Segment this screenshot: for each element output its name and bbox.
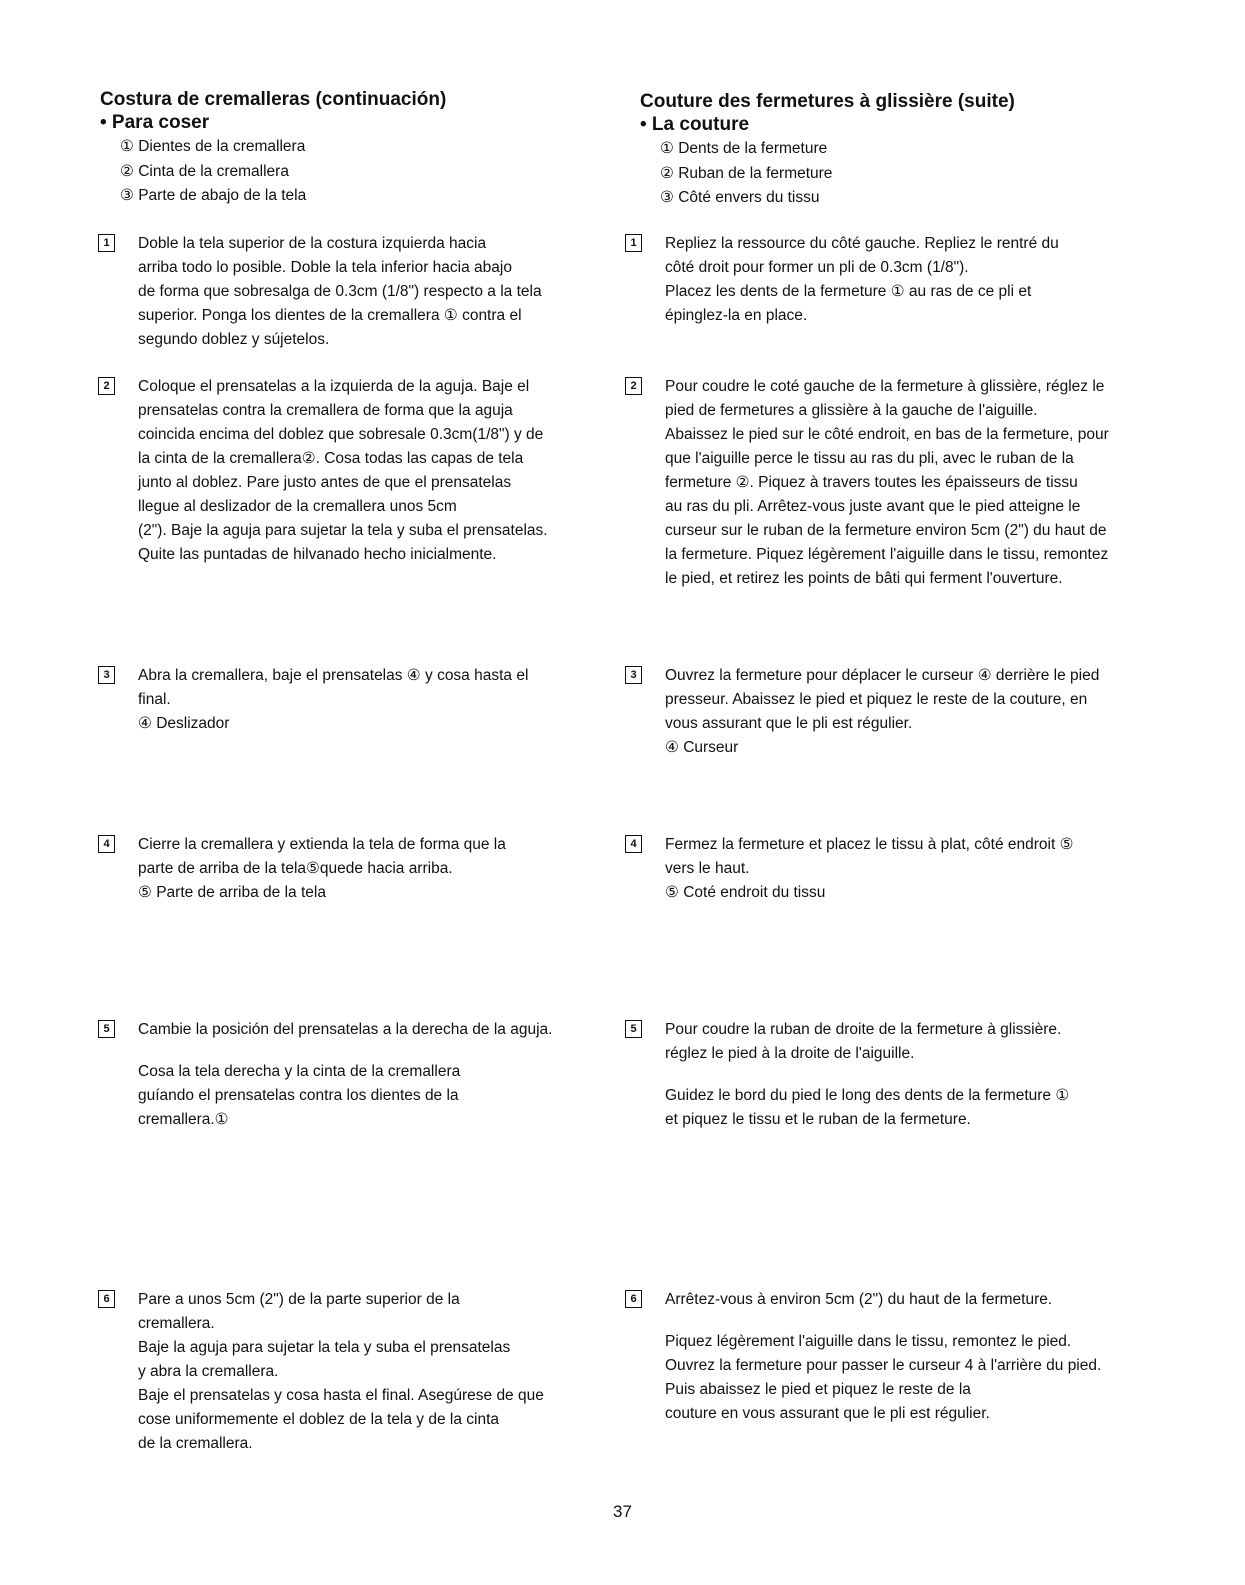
step-line: et piquez le tissu et le ruban de la fermeture. [665,1111,971,1128]
parts-list-es [100,135,306,209]
step-number: 3 [625,666,642,684]
step-es-2 [100,375,548,567]
step-line: ⑤ Coté endroit du tissu [665,884,826,901]
step-fr-6 [627,1288,1101,1426]
step-line: au ras du pli. Arrêtez-vous juste avant que le pied atteigne le [665,498,1081,515]
step-line: fermeture ②. Piquez à travers toutes les épaisseurs de tissu [665,474,1078,491]
step-line: Doble la tela superior de la costura izquierda hacia [138,235,487,252]
part-item: ② Cinta de la cremallera [120,162,289,180]
step-number: 2 [98,377,115,395]
step-line: ⑤ Parte de arriba de la tela [138,884,326,901]
step-line: Puis abaissez le pied et piquez le reste de la [665,1381,971,1398]
step-line: ④ Deslizador [138,715,230,732]
step-line: junto al doblez. Pare justo antes de que el prensatelas [138,474,512,491]
step-fr-3 [627,664,1099,760]
step-line: Arrêtez-vous à environ 5cm (2") du haut de la fermeture. [665,1291,1053,1308]
step-es-6 [100,1288,544,1456]
step-number: 4 [625,835,642,853]
step-line: Abaissez le pied sur le côté endroit, en bas de la fermeture, pour [665,426,1109,443]
step-line: la cinta de la cremallera②. Cosa todas las capas de tela [138,450,524,467]
step-number: 3 [98,666,115,684]
page-number: 37 [613,1502,632,1521]
step-line: (2"). Baje la aguja para sujetar la tela y suba el prensatelas. [138,522,548,539]
step-line: Pour coudre la ruban de droite de la fermeture à glissière. [665,1021,1062,1038]
step-line: couture en vous assurant que le pli est régulier. [665,1405,990,1422]
step-line: prensatelas contra la cremallera de forma que la aguja [138,402,513,419]
step-line: cose uniformemente el doblez de la tela y de la cinta [138,1411,500,1428]
step-line: Cierre la cremallera y extienda la tela de forma que la [138,836,506,853]
part-item: ① Dents de la fermeture [660,140,828,157]
part-item: ② Ruban de la fermeture [660,164,833,182]
step-line: de forma que sobresalga de 0.3cm (1/8") respecto a la tela [138,283,542,300]
step-line: superior. Ponga los dientes de la cremallera ① contra el [138,307,522,324]
part-item: ③ Côté envers du tissu [660,189,820,206]
step-line: vers le haut. [665,860,750,877]
step-es-1 [100,232,542,352]
step-line: Baje el prensatelas y cosa hasta el final. Asegúrese de que [138,1387,544,1404]
step-number: 5 [98,1020,115,1038]
step-line: Abra la cremallera, baje el prensatelas ④ y cosa hasta el [138,667,529,684]
step-fr-5 [627,1018,1069,1132]
step-line: arriba todo lo posible. Doble la tela inferior hacia abajo [138,259,512,276]
step-line: pied de fermetures a glissière à la gauche de l'aiguille. [665,402,1038,419]
subtitle-es: • Para coser [100,112,210,133]
step-line: Fermez la fermeture et placez le tissu à plat, côté endroit ⑤ [665,836,1074,853]
step-line: coincida encima del doblez que sobresale 0.3cm(1/8") y de [138,426,544,443]
step-line: cremallera. [138,1315,215,1332]
step-line: réglez le pied à la droite de l'aiguille. [665,1045,915,1062]
step-line: Pour coudre le coté gauche de la fermeture à glissière, réglez le [665,378,1105,395]
step-line: Repliez la ressource du côté gauche. Repliez le rentré du [665,235,1059,252]
step-es-5 [100,1018,552,1132]
step-fr-1 [627,232,1059,328]
part-item: ① Dientes de la cremallera [120,138,306,155]
step-line: segundo doblez y sújetelos. [138,331,330,348]
step-number: 2 [625,377,642,395]
step-line: Guidez le bord du pied le long des dents de la fermeture ① [665,1087,1070,1104]
step-line: parte de arriba de la tela⑤quede hacia arriba. [138,860,453,877]
step-line: le pied, et retirez les points de bâti qui ferment l'ouverture. [665,570,1063,587]
section-title-fr: Couture des fermetures à glissière (suite) [640,91,1015,112]
step-line: Coloque el prensatelas a la izquierda de la aguja. Baje el [138,378,530,395]
step-line: ④ Curseur [665,739,739,756]
step-line: curseur sur le ruban de la fermeture environ 5cm (2") du haut de [665,522,1107,539]
step-line: Pare a unos 5cm (2") de la parte superior de la [138,1291,460,1308]
step-line: llegue al deslizador de la cremallera unos 5cm [138,498,457,515]
step-fr-2 [627,375,1109,591]
step-line: Placez les dents de la fermeture ① au ras de ce pli et [665,283,1032,300]
step-line: côté droit pour former un pli de 0.3cm (1/8"). [665,259,969,276]
step-line: Quite las puntadas de hilvanado hecho inicialmente. [138,546,497,563]
part-item: ③ Parte de abajo de la tela [120,187,307,204]
step-es-4 [100,833,506,905]
step-line: épinglez-la en place. [665,307,808,324]
step-number: 6 [98,1290,115,1308]
step-es-3 [100,664,528,736]
step-line: presseur. Abaissez le pied et piquez le reste de la couture, en [665,691,1088,708]
step-number: 6 [625,1290,642,1308]
parts-list-fr [640,137,832,211]
step-line: la fermeture. Piquez légèrement l'aiguille dans le tissu, remontez [665,546,1109,563]
step-line: Piquez légèrement l'aiguille dans le tissu, remontez le pied. [665,1333,1072,1350]
step-line: vous assurant que le pli est régulier. [665,715,913,732]
step-number: 1 [98,234,115,252]
step-line: Baje la aguja para sujetar la tela y suba el prensatelas [138,1339,511,1356]
step-number: 4 [98,835,115,853]
section-title-es: Costura de cremalleras (continuación) [100,89,447,110]
step-number: 1 [625,234,642,252]
step-number: 5 [625,1020,642,1038]
step-line: cremallera.① [138,1111,229,1128]
step-line: Cambie la posición del prensatelas a la derecha de la aguja. [138,1021,553,1038]
step-line: de la cremallera. [138,1435,253,1452]
step-line: Cosa la tela derecha y la cinta de la cremallera [138,1063,461,1080]
step-line: final. [138,691,171,708]
subtitle-fr: • La couture [640,114,750,135]
step-line: Ouvrez la fermeture pour déplacer le curseur ④ derrière le pied [665,667,1100,684]
step-line: guíando el prensatelas contra los dientes de la [138,1087,459,1104]
step-line: Ouvrez la fermeture pour passer le curseur 4 à l'arrière du pied. [665,1357,1102,1374]
step-fr-4 [627,833,1073,905]
step-line: y abra la cremallera. [138,1363,279,1380]
step-line: que l'aiguille perce le tissu au ras du pli, avec le ruban de la [665,450,1074,467]
